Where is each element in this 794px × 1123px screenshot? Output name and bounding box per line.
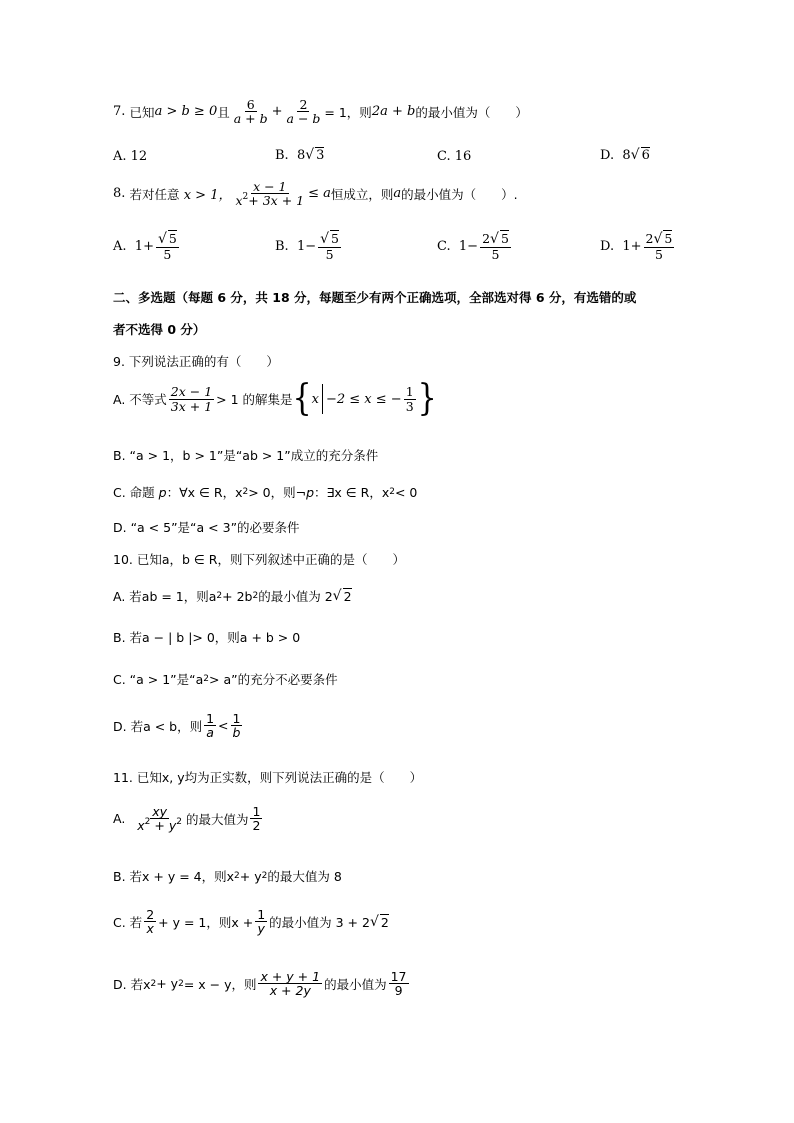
q8-option-c: C. 1− $\frac{2√ 5}{5}$ xyxy=(437,231,509,262)
question-9-stem: 9. 下列说法正确的有（ ） xyxy=(113,354,279,369)
q11-option-d: D. 若x 2 + y 2 = x − y，则 $\frac{x + y + 1}{x + 2y}$ 的最小值为 $\frac{17}{9}$ xyxy=(113,969,407,999)
q9-option-b: B. “a > 1，b > 1”是“ab > 1”成立的充分条件 xyxy=(113,448,379,463)
q9-option-d: D. “a < 5”是“a < 3”的必要条件 xyxy=(113,520,300,535)
question-7-stem: 7. 已知 a > b ≥ 0 且 $\frac{6}{a + b}$ + $\frac{2}{a - b}$ = 1，则 2a + b 的最小值为（ ） xyxy=(113,97,528,127)
q7-option-b: B. 8 √ 3 xyxy=(275,147,325,163)
q10-option-b: B. 若a − | b |> 0，则a + b > 0 xyxy=(113,630,301,645)
q8-option-a: A. 1+ $\frac{√ 5}{5}$ xyxy=(113,231,177,262)
q11-option-b: B. 若x + y = 4，则x 2 + y 2 的最大值为 8 xyxy=(113,868,342,884)
q7-option-c: C. 16 xyxy=(437,149,472,164)
q11-option-c: C. 若 $\frac{2}{x}$ + y = 1，则x + $\frac{1}{y}$ 的最小值为 3 + 2 √ 2 xyxy=(113,907,389,937)
q8-option-d: D. 1+ $\frac{2√ 5}{5}$ xyxy=(600,231,673,262)
fraction: $\frac{2}{a - b}$ xyxy=(286,97,321,127)
q9-option-a: A. 不等式 $\frac{2x - 1}{3x + 1}$ > 1 的解集是 { x −2 ≤ x ≤ − $\frac{1}{3}$ } xyxy=(113,377,437,420)
question-10-stem: 10. 已知a，b ∈ R，则下列叙述中正确的是（ ） xyxy=(113,552,405,567)
q10-option-c: C. “a > 1”是“a 2 > a”的充分不必要条件 xyxy=(113,672,338,687)
q8-option-b: B. 1− $\frac{√ 5}{5}$ xyxy=(275,231,339,262)
fraction: $\frac{6}{a + b}$ xyxy=(233,97,268,127)
q10-option-d: D. 若a < b，则 $\frac{1}{a}$ < $\frac{1}{b}$ xyxy=(113,711,241,741)
q7-option-a: A. 12 xyxy=(113,149,148,164)
section-heading: 二、多选题（每题 6 分，共 18 分，每题至少有两个正确选项，全部选对得 6 分，有选错的或 xyxy=(113,290,637,305)
q10-option-a: A. 若ab = 1，则a 2 + 2b 2 的最小值为 2 √ 2 xyxy=(113,588,352,604)
q7-option-d: D. 8 √ 6 xyxy=(600,147,650,163)
q9-option-c: C. 命题 p ：∀x ∈ R，x 2 > 0，则¬ p ：∃x ∈ R，x 2 < 0 xyxy=(113,484,418,500)
fraction: $\frac{x - 1}{x^2+ 3x + 1}$ xyxy=(235,179,305,209)
question-11-stem: 11. 已知x, y均为正实数，则下列说法正确的是（ ） xyxy=(113,770,423,785)
q11-option-a: A. $\frac{xy}{x^2 + y^2}$ 的最大值为 $\frac{1}{2}$ xyxy=(113,804,261,834)
section-heading-cont: 者不选得 0 分） xyxy=(113,322,206,337)
question-8-stem: 8. 若对任意 x > 1， $\frac{x - 1}{x^2+ 3x + 1}$ ≤ a 恒成立，则 a 的最小值为（ ）. xyxy=(113,179,518,209)
